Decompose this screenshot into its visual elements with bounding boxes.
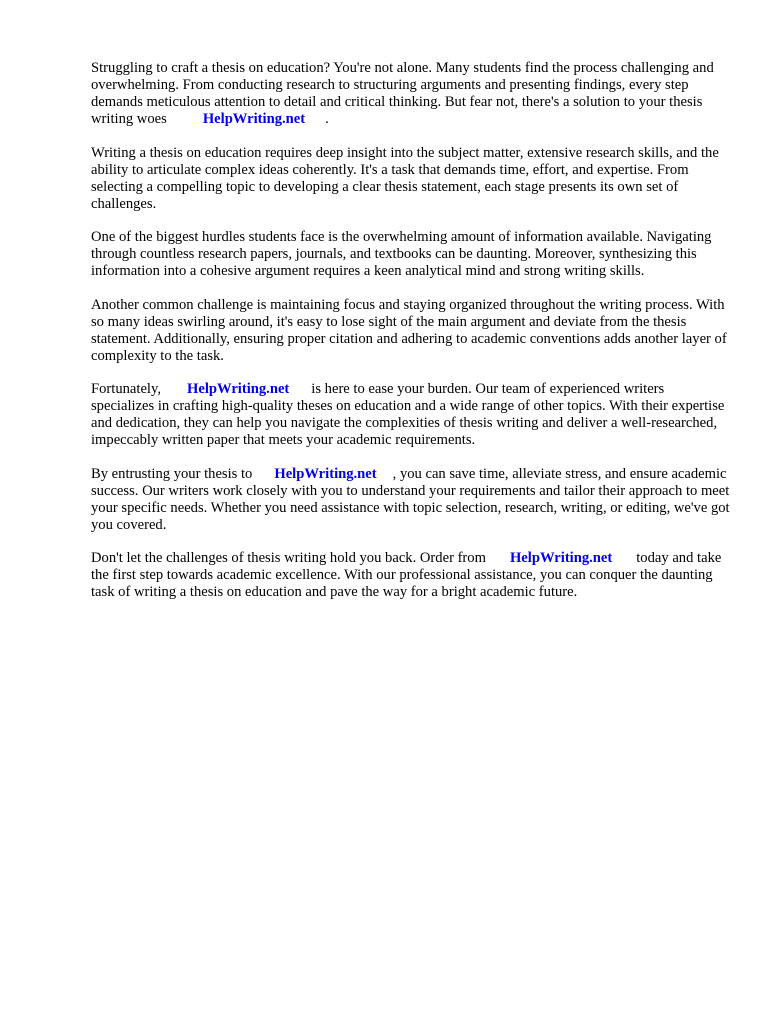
paragraph-text: . bbox=[325, 111, 329, 128]
paragraph-text: By entrusting your thesis to bbox=[91, 465, 253, 482]
paragraph-text: is here to ease your burden. Our team of experienced writers specializes in crafting high-quality theses on education and a wide range of other topics. With their expertise and dedication, they can help you navigate the complexities of thesis writing and deliver a well-researched, impeccably written paper that meets your academic requirements. bbox=[91, 381, 725, 449]
paragraph-hurdles: One of the biggest hurdles students face is the overwhelming amount of information available. Navigating through countless research papers, journals, and textbooks can be daunting. Moreover, synthesizing this information into a cohesive argument requires a keen analytical mind and strong writing skills. bbox=[91, 229, 712, 280]
helpwriting-link[interactable]: HelpWriting.net bbox=[186, 381, 290, 398]
paragraph-text: Fortunately, bbox=[91, 381, 161, 398]
paragraph-text: today and take the first step towards academic excellence. With our professional assistance, you can conquer the daunting task of writing a thesis on education and pave the way for a bright academic future. bbox=[91, 550, 722, 601]
helpwriting-link[interactable]: HelpWriting.net bbox=[274, 465, 377, 482]
paragraph-text: Don't let the challenges of thesis writing hold you back. Order from bbox=[91, 550, 486, 567]
paragraph-order bbox=[91, 550, 731, 601]
document-body bbox=[91, 60, 731, 618]
helpwriting-link[interactable]: HelpWriting.net bbox=[202, 111, 306, 128]
paragraph-entrusting bbox=[91, 466, 731, 534]
paragraph-fortunately bbox=[91, 381, 731, 449]
paragraph-focus: Another common challenge is maintaining focus and staying organized throughout the writing process. With so many ideas swirling around, it's easy to lose sight of the main argument and deviate from the thesis statement. Additionally, ensuring proper citation and adhering to academic conventions adds another layer of complexity to the task. bbox=[91, 296, 727, 364]
helpwriting-link[interactable]: HelpWriting.net bbox=[509, 550, 613, 567]
paragraph-requirements: Writing a thesis on education requires deep insight into the subject matter, extensive research skills, and the ability to articulate complex ideas coherently. It's a task that demands time, effort, and expertise. From selecting a compelling topic to developing a clear thesis statement, each stage presents its own set of challenges. bbox=[91, 144, 719, 212]
paragraph-text: Struggling to craft a thesis on education? You're not alone. Many students find the process challenging and overwhelming. From conducting research to structuring arguments and presenting findings, every step demands meticulous attention to detail and critical thinking. But fear not, there's a solution to your thesis writing woes bbox=[91, 60, 714, 128]
paragraph-text: , you can save time, alleviate stress, and ensure academic success. Our writers work closely with you to understand your requirements and tailor their approach to meet your specific needs. Whether you need assistance with topic selection, research, writing, or editing, we've got you covered. bbox=[91, 465, 730, 533]
paragraph-intro bbox=[91, 60, 731, 128]
